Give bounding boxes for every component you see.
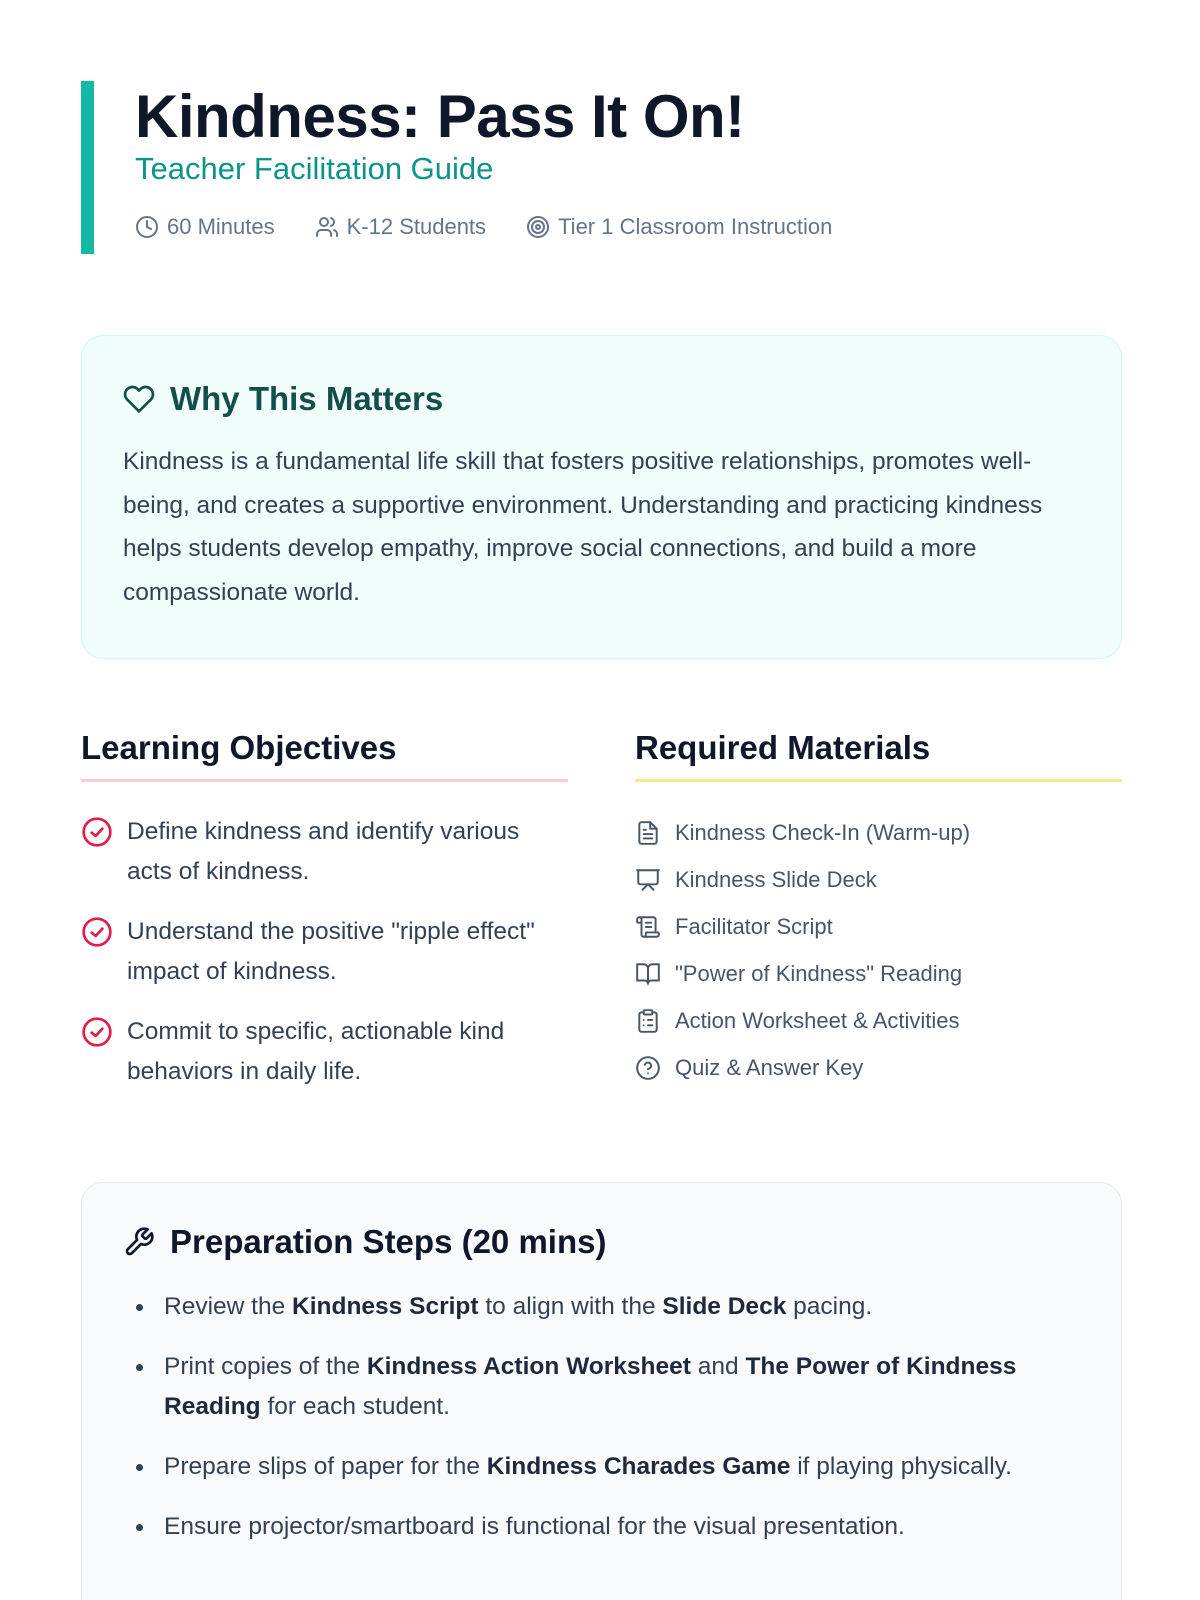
material-item [635,950,1122,997]
prep-step-text: and [690,1353,746,1380]
material-label: Action Worksheet & Activities [675,1007,960,1033]
objectives-list [81,812,568,1092]
prep-step-item [123,1507,1081,1547]
material-item [635,809,1122,856]
prep-step-item [123,1287,1081,1327]
book-open-icon [635,961,661,987]
check-circle-icon [81,816,113,848]
material-label: Quiz & Answer Key [675,1054,864,1080]
meta-audience-label: K-12 Students [346,214,487,239]
objectives-materials-row [81,729,1122,1112]
learning-objectives-section [81,729,568,1112]
scroll-icon [635,914,661,940]
material-label: Kindness Slide Deck [675,866,877,892]
material-item [635,997,1122,1044]
prep-step-text: for each student. [260,1393,450,1420]
why-this-matters-card [81,335,1122,659]
prep-step-item [123,1447,1081,1487]
meta-duration-label: 60 Minutes [167,214,275,239]
wrench-icon [123,1226,155,1258]
clipboard-list-icon [635,1008,661,1034]
prep-list [123,1287,1081,1547]
objective-item [81,912,568,992]
prep-step-emphasis: Kindness Charades Game [486,1453,791,1480]
heart-icon [123,383,155,415]
meta-tier-label: Tier 1 Classroom Instruction [558,214,833,239]
presentation-icon [635,867,661,893]
required-materials-section [635,729,1122,1112]
prep-heading [123,1223,1081,1261]
help-circle-icon [635,1055,661,1081]
material-item [635,1044,1122,1091]
page-title: Kindness: Pass It On! [135,83,745,150]
prep-heading-text: Preparation Steps (20 mins) [170,1223,607,1260]
prep-step-emphasis: Kindness Action Worksheet [366,1353,691,1380]
file-text-icon [635,820,661,846]
objectives-heading: Learning Objectives [81,729,568,782]
prep-step-emphasis: Slide Deck [662,1293,787,1320]
prep-step-text: Review the [164,1293,293,1320]
check-circle-icon [81,916,113,948]
objective-item [81,812,568,892]
material-label: Facilitator Script [675,913,833,939]
meta-audience [315,214,486,240]
objective-text: Define kindness and identify various acts of kindness. [127,818,520,885]
materials-heading: Required Materials [635,729,1122,782]
prep-step-item [123,1347,1081,1427]
meta-row [135,214,1122,240]
material-label: "Power of Kindness" Reading [675,960,963,986]
material-label: Kindness Check-In (Warm-up) [675,819,971,845]
meta-tier [526,214,832,240]
prep-step-text: to align with the [478,1293,663,1320]
prep-step-text: if playing physically. [790,1453,1012,1480]
material-item [635,903,1122,950]
preparation-steps-card [81,1182,1122,1600]
target-icon [526,215,550,239]
prep-step-emphasis: The Power of Kindness Reading [164,1353,1017,1420]
check-circle-icon [81,1016,113,1048]
objective-text: Commit to specific, actionable kind behaviors in daily life. [127,1018,505,1085]
prep-step-text: Prepare slips of paper for the [164,1453,487,1480]
prep-step-emphasis: Kindness Script [292,1293,479,1320]
header [81,81,1122,254]
prep-step-text: Print copies of the [164,1353,367,1380]
material-item [635,856,1122,903]
materials-list [635,809,1122,1091]
prep-step-text: pacing. [786,1293,873,1320]
why-body-text: Kindness is a fundamental life skill that fosters positive relationships, promotes well-being, and creates a supportive environment. Understanding and practicing kindness helps students develop empathy, improve social connections, and build a more compassionate world. [123,448,1043,606]
meta-duration [135,214,275,240]
objective-item [81,1012,568,1092]
users-icon [315,215,339,239]
why-heading-text: Why This Matters [170,380,444,417]
prep-step-text: Ensure projector/smartboard is functional for the visual presentation. [164,1513,905,1540]
why-heading [123,380,1081,418]
page-subtitle: Teacher Facilitation Guide [135,151,494,186]
clock-icon [135,215,159,239]
lesson-guide-page [81,81,1122,1600]
objective-text: Understand the positive "ripple effect" impact of kindness. [127,918,535,985]
